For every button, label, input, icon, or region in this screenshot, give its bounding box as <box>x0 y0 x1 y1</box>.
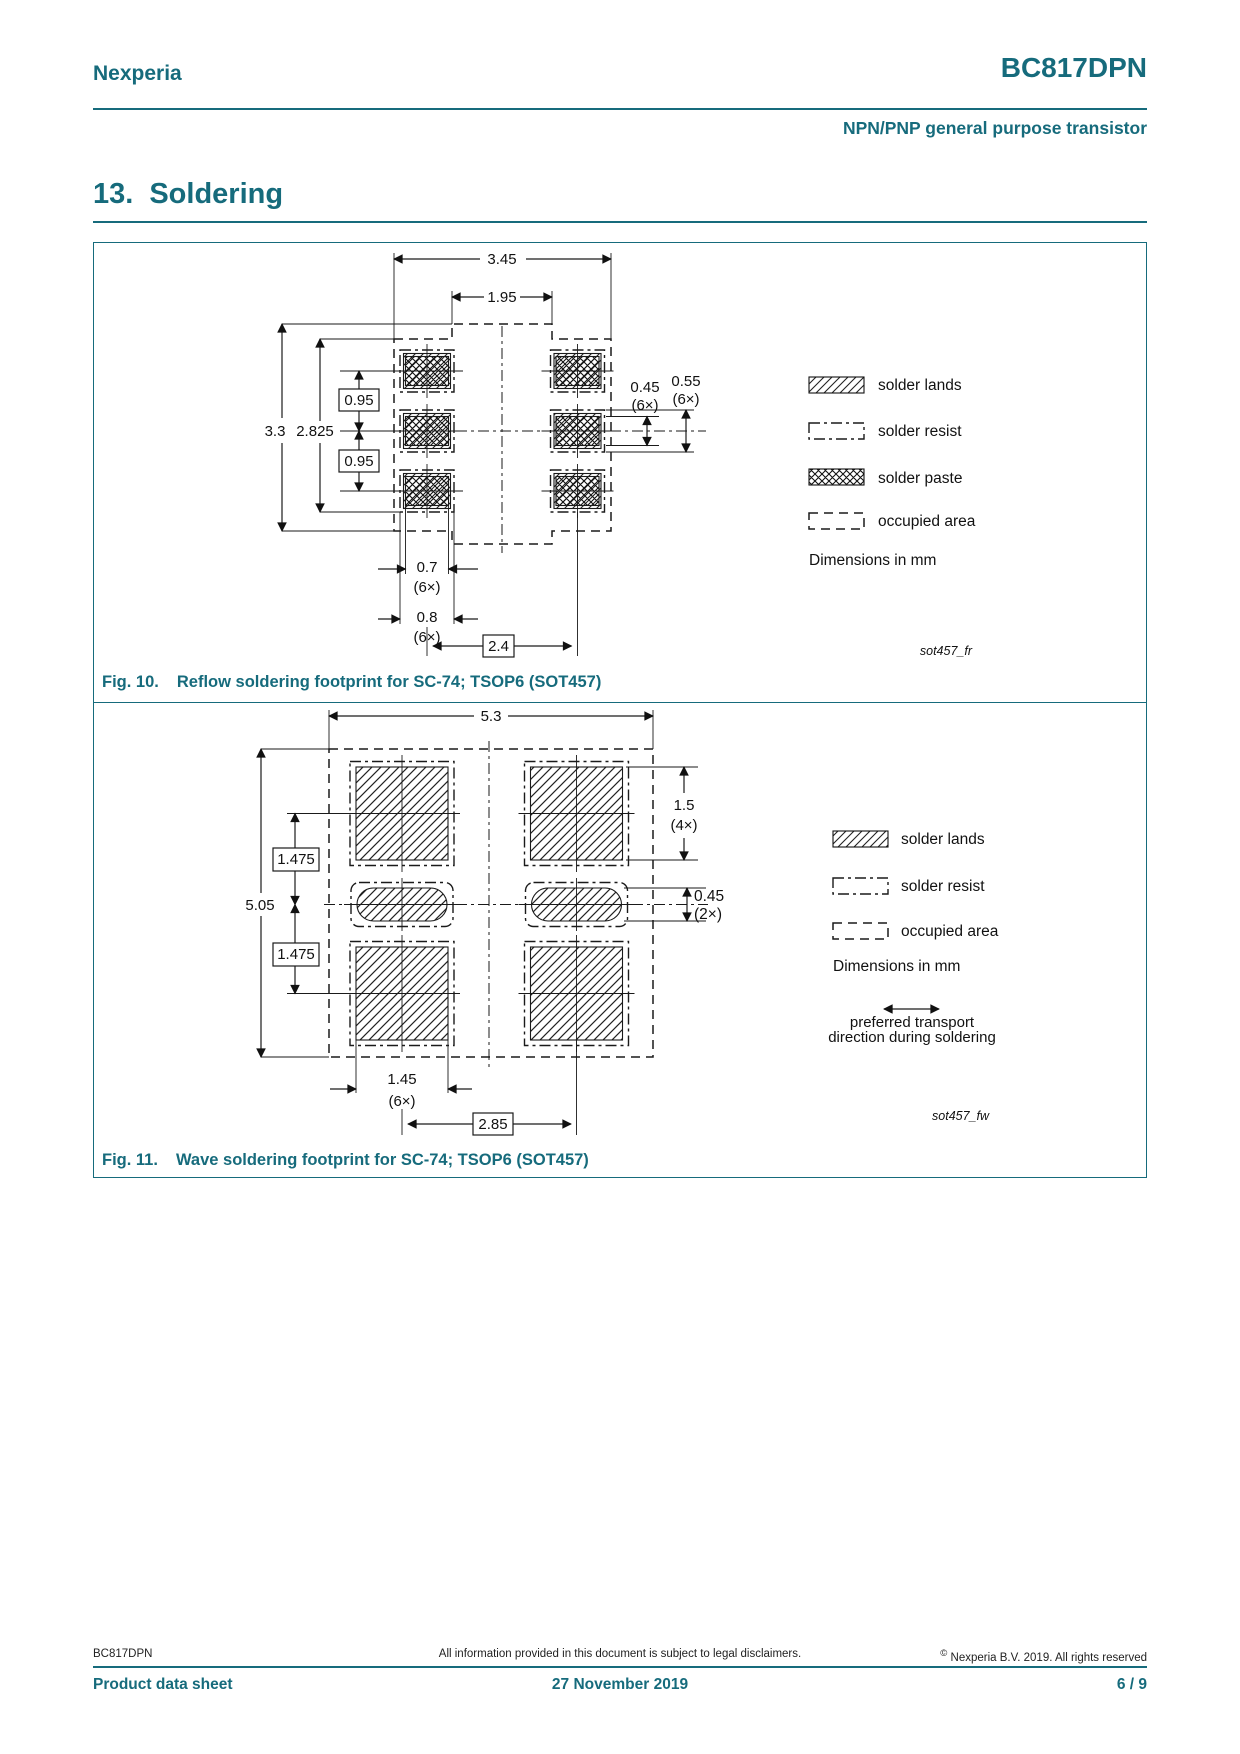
svg-text:2.85: 2.85 <box>478 1116 508 1133</box>
fig11-dim-total-width <box>329 708 653 749</box>
fig10-dim-paste-height <box>606 379 660 446</box>
svg-text:5.05: 5.05 <box>245 897 275 914</box>
fig11-transport-note <box>828 1009 996 1046</box>
svg-text:0.55: 0.55 <box>671 373 701 390</box>
fig11-dim-pitch-upper <box>273 814 344 905</box>
fig11-dim-pitch-lower <box>273 905 344 994</box>
footer-doc-id: BC817DPN <box>93 1648 153 1660</box>
fig11-dim-pad-width <box>330 1040 472 1110</box>
solder-lands-swatch <box>833 831 888 847</box>
part-number-title: BC817DPN <box>1000 52 1147 83</box>
figure-box <box>93 242 1147 1178</box>
svg-text:0.95: 0.95 <box>344 392 374 409</box>
fig11-caption-text: Wave soldering footprint for SC-74; TSOP6 (SOT457) <box>175 1151 589 1169</box>
section-rule <box>93 221 1147 223</box>
svg-text:(6×): (6×) <box>413 579 441 596</box>
fig10-legend <box>809 377 976 569</box>
svg-text:1.5: 1.5 <box>673 797 695 814</box>
svg-text:occupied area: occupied area <box>901 923 999 940</box>
fig10-drawing-reference: sot457_fr <box>919 644 972 658</box>
svg-text:(6×): (6×) <box>413 629 441 646</box>
occupied-area-swatch <box>809 513 864 529</box>
svg-text:preferred transport: preferred transport <box>849 1014 975 1031</box>
svg-text:occupied area: occupied area <box>878 513 976 530</box>
footer-doc-type: Product data sheet <box>93 1676 233 1693</box>
svg-text:solder lands: solder lands <box>878 377 962 394</box>
svg-text:0.7: 0.7 <box>416 559 438 576</box>
svg-text:2.4: 2.4 <box>488 638 509 655</box>
fig11-legend <box>833 831 999 975</box>
svg-text:solder paste: solder paste <box>878 470 963 487</box>
footer-rule <box>93 1666 1147 1668</box>
fig10-dim-paste-width <box>378 506 478 596</box>
fig10-dim-inner-width <box>452 289 552 324</box>
svg-text:direction during soldering: direction during soldering <box>828 1029 996 1046</box>
vendor-logo-text: Nexperia <box>93 62 182 85</box>
fig10-dim-pitch-upper <box>339 371 400 491</box>
fig10-dim-resist-height <box>296 339 400 512</box>
solder-lands-swatch <box>809 377 864 393</box>
copyright-symbol: © <box>940 1648 948 1659</box>
svg-text:3.45: 3.45 <box>487 251 517 268</box>
svg-text:3.3: 3.3 <box>264 423 286 440</box>
solder-paste-swatch <box>809 469 864 485</box>
svg-text:solder lands: solder lands <box>901 831 985 848</box>
fig10-dimensions-note: Dimensions in mm <box>809 552 937 569</box>
fig11-dim-pad-height <box>626 767 698 860</box>
solder-resist-swatch <box>809 423 864 439</box>
svg-text:1.45: 1.45 <box>387 1071 417 1088</box>
svg-text:1.475: 1.475 <box>277 946 315 963</box>
svg-text:0.45: 0.45 <box>630 379 660 396</box>
fig11-caption <box>94 1141 1146 1180</box>
svg-text:(4×): (4×) <box>670 817 698 834</box>
svg-text:(6×): (6×) <box>388 1093 416 1110</box>
section-heading <box>93 178 283 211</box>
svg-text:0.95: 0.95 <box>344 453 374 470</box>
section-number: 13. <box>93 178 134 210</box>
footer-date: 27 November 2019 <box>551 1676 689 1693</box>
fig11-dim-mid-height <box>624 888 724 923</box>
fig10-caption-text: Reflow soldering footprint for SC-74; TSOP6 (SOT457) <box>176 673 602 691</box>
section-title: Soldering <box>149 178 284 210</box>
svg-text:1.95: 1.95 <box>487 289 517 306</box>
fig10-caption <box>94 663 1146 702</box>
occupied-area-swatch <box>833 923 888 939</box>
fig10-drawing <box>94 243 1146 663</box>
svg-text:2.825: 2.825 <box>296 423 334 440</box>
footer-disclaimer: All information provided in this document is subject to legal disclaimers. <box>438 1648 802 1660</box>
solder-resist-swatch <box>833 878 888 894</box>
svg-text:0.8: 0.8 <box>416 609 438 626</box>
document-subtitle: NPN/PNP general purpose transistor <box>842 118 1147 138</box>
svg-text:0.45: 0.45 <box>694 888 725 905</box>
svg-text:5.3: 5.3 <box>480 708 502 725</box>
svg-text:(6×): (6×) <box>672 391 700 408</box>
header-rule <box>93 108 1147 110</box>
svg-text:1.475: 1.475 <box>277 851 315 868</box>
svg-text:solder resist: solder resist <box>901 878 985 895</box>
fig11-dimensions-note: Dimensions in mm <box>833 958 961 975</box>
fig10-area <box>94 243 1146 663</box>
fig11-drawing-reference: sot457_fw <box>932 1109 989 1123</box>
fig11-caption-label: Fig. 11. <box>102 1151 158 1169</box>
fig11-area <box>94 702 1146 1141</box>
fig10-caption-label: Fig. 10. <box>102 673 159 691</box>
fig11-dim-total-height <box>245 749 329 1057</box>
svg-text:(6×): (6×) <box>631 397 659 414</box>
fig11-drawing <box>94 703 1146 1141</box>
footer-copyright: © Nexperia B.V. 2019. All rights reserved <box>940 1648 1147 1664</box>
svg-text:(2×): (2×) <box>694 906 722 923</box>
svg-text:solder resist: solder resist <box>878 423 962 440</box>
footer-page-number: 6 / 9 <box>1116 1676 1147 1693</box>
fig10-dim-pitch-lower <box>339 431 379 491</box>
